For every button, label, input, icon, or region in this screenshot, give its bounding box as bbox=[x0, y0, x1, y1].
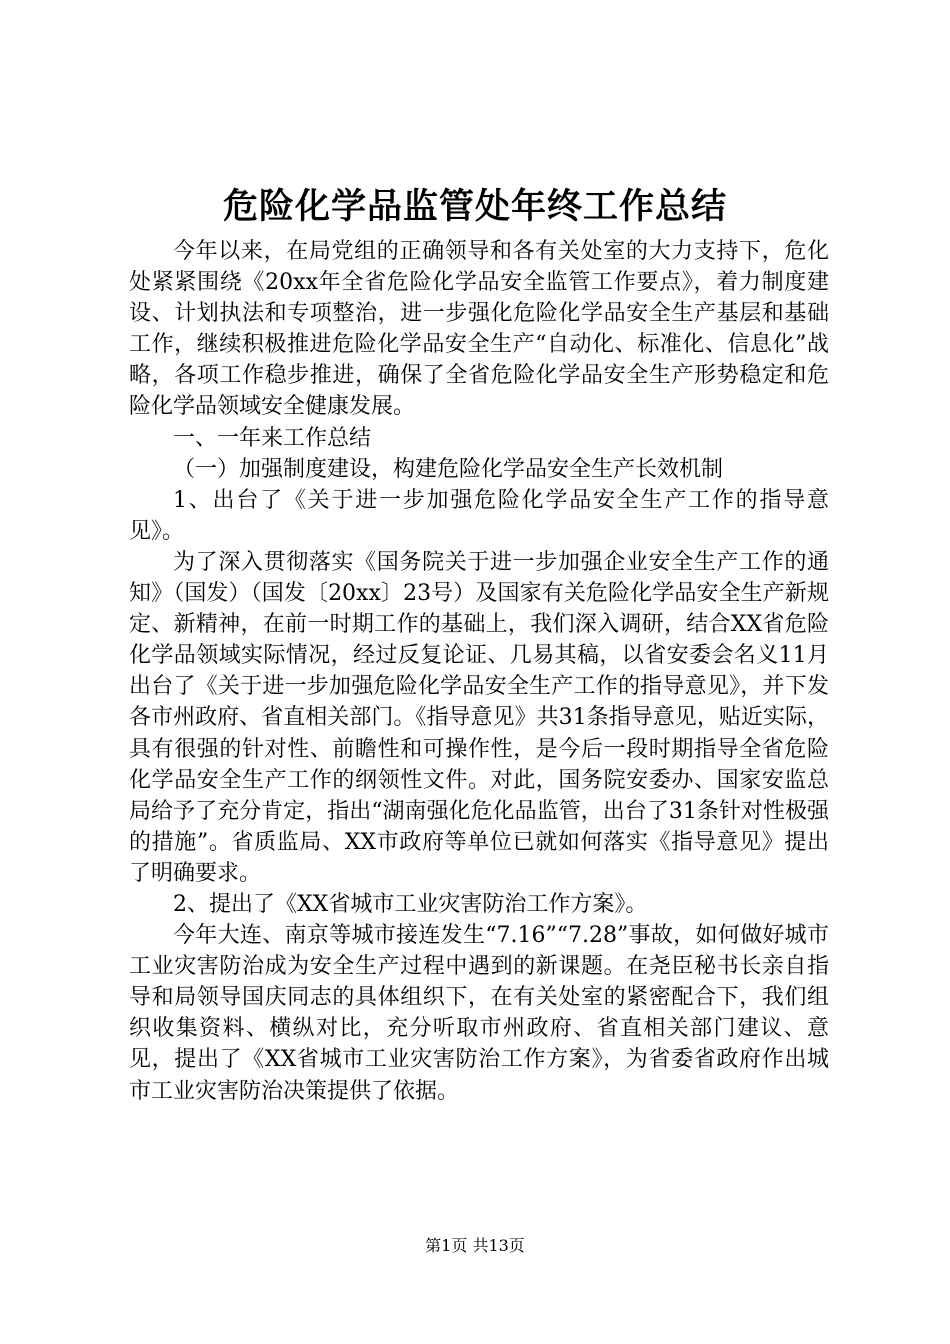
page-footer: 第1页 共13页 bbox=[425, 1236, 525, 1255]
item-heading-1: 1、出台了《关于进一步加强危险化学品安全生产工作的指导意见》。 bbox=[129, 487, 829, 544]
item-heading-2: 2、提出了《XX省城市工业灾害防治工作方案》。 bbox=[173, 891, 648, 917]
document-title: 危险化学品监管处年终工作总结 bbox=[222, 187, 727, 227]
item-2-paragraph: 今年大连、南京等城市接连发生“7.16”“7.28”事故，如何做好城市工业灾害防治成为安全生产过程中遇到的新课题。在尧臣秘书长亲自指导和局领导国庆同志的具体组织下，在有关处室的紧密配合下，我们组织收集资料、横纵对比，充分听取市州政府、省直相关部门建议、意见，提出了《XX省城市工业灾害防治工作方案》，为省委省政府作出城市工业灾害防治决策提供了依据。 bbox=[129, 923, 829, 1104]
section-heading: 一、一年来工作总结 bbox=[173, 425, 372, 451]
item-1-paragraph: 为了深入贯彻落实《国务院关于进一步加强企业安全生产工作的通知》（国发）（国发〔20xx〕23号）及国家有关危险化学品安全生产新规定、新精神，在前一时期工作的基础上，我们深入调研，结合XX省危险化学品领域实际情况，经过反复论证、几易其稿，以省安委会名义11月出台了《关于进一步加强危险化学品安全生产工作的指导意见》，并下发各市州政府、省直相关部门。《指导意见》共31条指导意见，贴近实际，具有很强的针对性、前瞻性和可操作性，是今后一段时期指导全省危险化学品安全生产工作的纲领性文件。对此，国务院安委办、国家安监总局给予了充分肯定，指出“湖南强化危化品监管，出台了31条针对性极强的措施”。省质监局、XX市政府等单位已就如何落实《指导意见》提出了明确要求。 bbox=[129, 549, 829, 886]
document-body bbox=[129, 236, 829, 1107]
subsection-heading: （一）加强制度建设，构建危险化学品安全生产长效机制 bbox=[173, 456, 724, 482]
intro-paragraph: 今年以来，在局党组的正确领导和各有关处室的大力支持下，危化处紧紧围绕《20xx年全省危险化学品安全监管工作要点》，着力制度建设、计划执法和专项整治，进一步强化危险化学品安全生产基层和基础工作，继续积极推进危险化学品安全生产“自动化、标准化、信息化”战略，各项工作稳步推进，确保了全省危险化学品安全生产形势稳定和危险化学品领域安全健康发展。 bbox=[129, 239, 829, 420]
